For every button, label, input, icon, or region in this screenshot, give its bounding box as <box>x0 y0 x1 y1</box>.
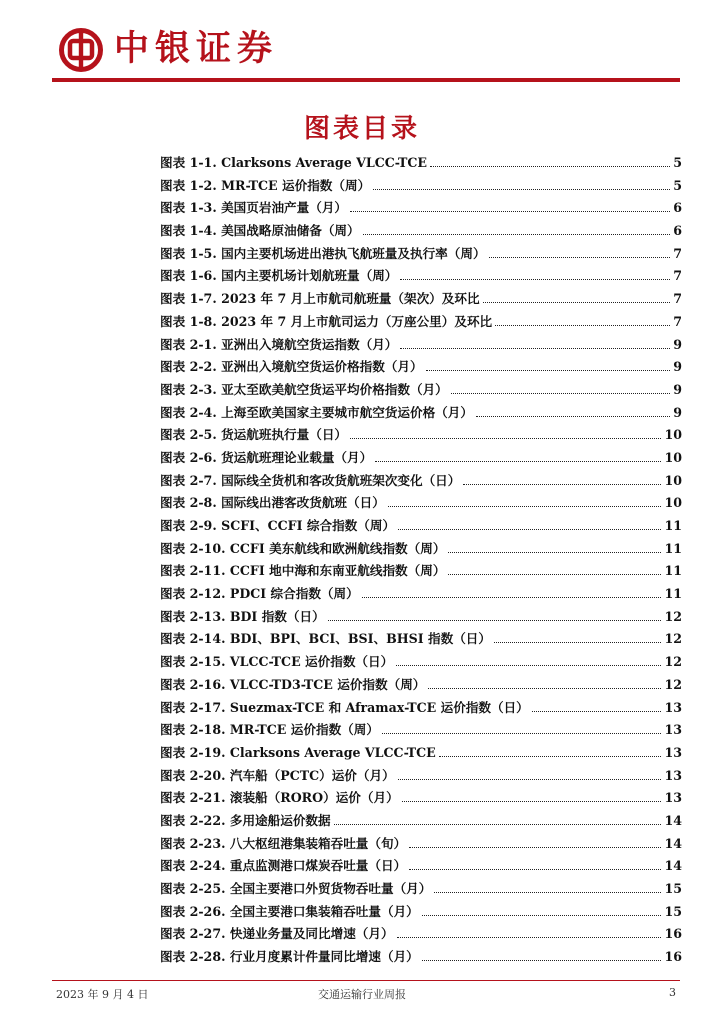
toc-dot-leader <box>476 416 670 417</box>
toc-entry-label: 图表 2-22. 多用途船运价数据 <box>160 812 331 828</box>
toc-entry-page: 13 <box>664 767 682 783</box>
table-of-figures <box>160 152 682 969</box>
toc-entry-page: 12 <box>664 631 682 647</box>
toc-entry-label: 图表 2-25. 全国主要港口外贸货物吞吐量（月） <box>160 881 432 896</box>
toc-entry-label: 图表 1-5. 国内主要机场进出港执飞航班量及执行率（周） <box>160 245 486 261</box>
toc-entry[interactable] <box>160 946 682 969</box>
toc-entry-label: 图表 2-6. 货运航班理论业载量（月） <box>160 449 373 465</box>
toc-entry-label: 图表 2-26. 全国主要港口集装箱吞吐量（月） <box>160 903 419 919</box>
toc-entry-label: 图表 2-28. 行业月度累计件量同比增速（月） <box>160 949 419 965</box>
toc-entry[interactable] <box>160 175 682 198</box>
toc-entry[interactable] <box>160 311 682 334</box>
toc-dot-leader <box>422 960 662 961</box>
toc-dot-leader <box>448 552 661 553</box>
toc-entry-page: 5 <box>673 155 682 170</box>
toc-entry-label: 图表 1-7. 2023 年 7 月上市航司航班量（架次）及环比 <box>160 291 480 307</box>
toc-entry-label: 图表 2-23. 八大枢纽港集装箱吞吐量（旬） <box>160 835 407 851</box>
toc-entry-label: 图表 2-12. PDCI 综合指数（周） <box>160 586 359 602</box>
toc-entry-label: 图表 2-8. 国际线出港客改货航班（日） <box>160 495 385 511</box>
toc-entry[interactable] <box>160 470 682 493</box>
toc-entry[interactable] <box>160 810 682 833</box>
toc-entry[interactable] <box>160 197 682 220</box>
toc-entry-label: 图表 2-1. 亚洲出入境航空货运指数（月） <box>160 336 398 352</box>
toc-entry-page: 15 <box>664 881 682 896</box>
toc-dot-leader <box>463 484 661 485</box>
toc-entry-page: 7 <box>673 313 682 329</box>
toc-dot-leader <box>373 189 670 190</box>
toc-entry-page: 13 <box>664 699 682 715</box>
toc-dot-leader <box>483 302 671 303</box>
toc-dot-leader <box>400 279 670 280</box>
toc-entry-page: 14 <box>664 858 682 874</box>
toc-entry-label: 图表 1-3. 美国页岩油产量（月） <box>160 200 348 216</box>
toc-entry[interactable] <box>160 833 682 856</box>
toc-entry-page: 9 <box>673 404 682 420</box>
toc-entry-page: 13 <box>664 790 682 806</box>
toc-entry-label: 图表 2-7. 国际线全货机和客改货航班架次变化（日） <box>160 472 461 488</box>
toc-entry[interactable] <box>160 583 682 606</box>
toc-dot-leader <box>400 348 670 349</box>
toc-entry-label: 图表 2-27. 快递业务量及同比增速（月） <box>160 926 394 942</box>
toc-entry-page: 9 <box>673 336 682 352</box>
toc-dot-leader <box>396 665 661 666</box>
toc-entry-page: 6 <box>673 223 682 239</box>
toc-entry[interactable] <box>160 787 682 810</box>
toc-entry-label: 图表 2-3. 亚太至欧美航空货运平均价格指数（月） <box>160 381 448 397</box>
toc-entry[interactable] <box>160 765 682 788</box>
toc-entry-label: 图表 2-9. SCFI、CCFI 综合指数（周） <box>160 518 396 533</box>
toc-entry-label: 图表 2-16. VLCC-TD3-TCE 运价指数（周） <box>160 676 426 692</box>
page-header <box>0 0 724 90</box>
toc-entry-page: 13 <box>664 744 682 760</box>
toc-entry-page: 12 <box>664 608 682 624</box>
toc-entry-page: 10 <box>664 449 682 465</box>
toc-dot-leader <box>430 166 670 167</box>
toc-dot-leader <box>350 211 670 212</box>
toc-entry[interactable] <box>160 742 682 765</box>
toc-dot-leader <box>428 688 661 689</box>
toc-entry[interactable] <box>160 606 682 629</box>
toc-dot-leader <box>495 325 670 326</box>
toc-dot-leader <box>494 642 661 643</box>
toc-entry-page: 11 <box>664 540 682 556</box>
toc-dot-leader <box>328 620 662 621</box>
toc-dot-leader <box>362 597 662 598</box>
brand-name: 中银证券 <box>114 29 279 69</box>
toc-dot-leader <box>409 869 661 870</box>
toc-entry[interactable] <box>160 402 682 425</box>
footer-date: 2023 年 9 月 4 日 <box>56 988 149 1001</box>
toc-entry-label: 图表 2-19. Clarksons Average VLCC-TCE <box>160 744 436 760</box>
toc-dot-leader <box>451 393 670 394</box>
toc-dot-leader <box>382 733 662 734</box>
page-title: 图表目录 <box>303 114 420 144</box>
toc-entry[interactable] <box>160 515 682 538</box>
toc-entry[interactable] <box>160 538 682 561</box>
toc-entry-page: 14 <box>664 835 682 851</box>
toc-dot-leader <box>398 779 662 780</box>
toc-entry[interactable] <box>160 265 682 288</box>
bank-of-china-logo-icon <box>58 27 104 73</box>
toc-entry[interactable] <box>160 855 682 878</box>
toc-entry-label: 图表 2-4. 上海至欧美国家主要城市航空货运价格（月） <box>160 404 473 420</box>
toc-entry-label: 图表 2-13. BDI 指数（日） <box>160 608 325 624</box>
toc-dot-leader <box>402 801 662 802</box>
toc-dot-leader <box>489 257 671 258</box>
toc-entry[interactable] <box>160 923 682 946</box>
toc-dot-leader <box>439 756 662 757</box>
toc-entry[interactable] <box>160 878 682 901</box>
toc-entry-page: 10 <box>664 427 682 443</box>
toc-entry-page: 13 <box>664 722 682 738</box>
toc-entry-label: 图表 2-11. CCFI 地中海和东南亚航线指数（周） <box>160 563 446 579</box>
toc-entry-label: 图表 2-2. 亚洲出入境航空货运价格指数（月） <box>160 359 423 375</box>
toc-entry-page: 9 <box>673 359 682 375</box>
toc-entry-label: 图表 1-1. Clarksons Average VLCC-TCE <box>160 155 427 170</box>
toc-entry-page: 10 <box>664 495 682 511</box>
toc-entry[interactable] <box>160 719 682 742</box>
toc-entry-label: 图表 1-4. 美国战略原油储备（周） <box>160 223 360 239</box>
toc-entry-label: 图表 2-21. 滚装船（RORO）运价（月） <box>160 790 399 806</box>
toc-entry-page: 7 <box>673 245 682 261</box>
toc-entry-label: 图表 1-2. MR-TCE 运价指数（周） <box>160 177 371 193</box>
toc-dot-leader <box>388 506 662 507</box>
toc-entry-label: 图表 2-18. MR-TCE 运价指数（周） <box>160 722 379 738</box>
toc-entry-page: 16 <box>664 926 682 942</box>
footer-report-name: 交通运输行业周报 <box>318 988 406 1001</box>
toc-entry-label: 图表 2-24. 重点监测港口煤炭吞吐量（日） <box>160 858 407 874</box>
toc-entry-label: 图表 2-17. Suezmax-TCE 和 Aframax-TCE 运价指数（日） <box>160 699 529 715</box>
toc-dot-leader <box>434 892 661 893</box>
footer-divider <box>52 980 680 981</box>
toc-entry[interactable] <box>160 334 682 357</box>
toc-entry-page: 11 <box>664 586 682 602</box>
toc-entry-label: 图表 2-14. BDI、BPI、BCI、BSI、BHSI 指数（日） <box>160 631 491 647</box>
toc-dot-leader <box>375 461 661 462</box>
toc-entry[interactable] <box>160 560 682 583</box>
toc-entry-page: 7 <box>673 268 682 284</box>
toc-dot-leader <box>532 711 662 712</box>
toc-entry[interactable] <box>160 492 682 515</box>
toc-entry-label: 图表 2-10. CCFI 美东航线和欧洲航线指数（周） <box>160 540 446 556</box>
toc-dot-leader <box>422 915 662 916</box>
toc-entry-label: 图表 2-20. 汽车船（PCTC）运价（月） <box>160 767 395 783</box>
footer-page-number: 3 <box>669 986 676 999</box>
toc-entry-page: 9 <box>673 381 682 397</box>
toc-dot-leader <box>334 824 662 825</box>
toc-entry[interactable] <box>160 447 682 470</box>
toc-entry[interactable] <box>160 379 682 402</box>
toc-entry[interactable] <box>160 424 682 447</box>
toc-entry-page: 11 <box>664 518 682 533</box>
toc-dot-leader <box>398 529 661 530</box>
header-divider <box>52 78 680 82</box>
toc-dot-leader <box>409 847 661 848</box>
toc-entry-label: 图表 1-8. 2023 年 7 月上市航司运力（万座公里）及环比 <box>160 313 493 329</box>
toc-entry-label: 图表 2-15. VLCC-TCE 运价指数（日） <box>160 654 394 670</box>
toc-entry-page: 15 <box>664 903 682 919</box>
toc-entry-page: 5 <box>673 177 682 193</box>
toc-dot-leader <box>426 370 671 371</box>
toc-entry-label: 图表 2-5. 货运航班执行量（日） <box>160 427 348 443</box>
toc-entry-label: 图表 1-6. 国内主要机场计划航班量（周） <box>160 268 398 284</box>
toc-entry[interactable] <box>160 628 682 651</box>
toc-entry[interactable] <box>160 651 682 674</box>
toc-entry-page: 16 <box>664 949 682 965</box>
toc-entry-page: 12 <box>664 676 682 692</box>
toc-entry-page: 7 <box>673 291 682 307</box>
toc-entry-page: 11 <box>664 563 682 579</box>
toc-dot-leader <box>363 234 671 235</box>
toc-entry[interactable] <box>160 152 682 175</box>
toc-entry[interactable] <box>160 288 682 311</box>
toc-entry[interactable] <box>160 901 682 924</box>
toc-entry[interactable] <box>160 697 682 720</box>
toc-entry-page: 10 <box>664 472 682 488</box>
toc-dot-leader <box>350 438 661 439</box>
toc-dot-leader <box>397 937 662 938</box>
toc-dot-leader <box>448 574 661 575</box>
toc-entry-page: 6 <box>673 200 682 216</box>
toc-entry[interactable] <box>160 674 682 697</box>
toc-entry[interactable] <box>160 356 682 379</box>
toc-entry[interactable] <box>160 243 682 266</box>
toc-entry-page: 12 <box>664 654 682 670</box>
toc-entry-page: 14 <box>664 812 682 828</box>
toc-entry[interactable] <box>160 220 682 243</box>
